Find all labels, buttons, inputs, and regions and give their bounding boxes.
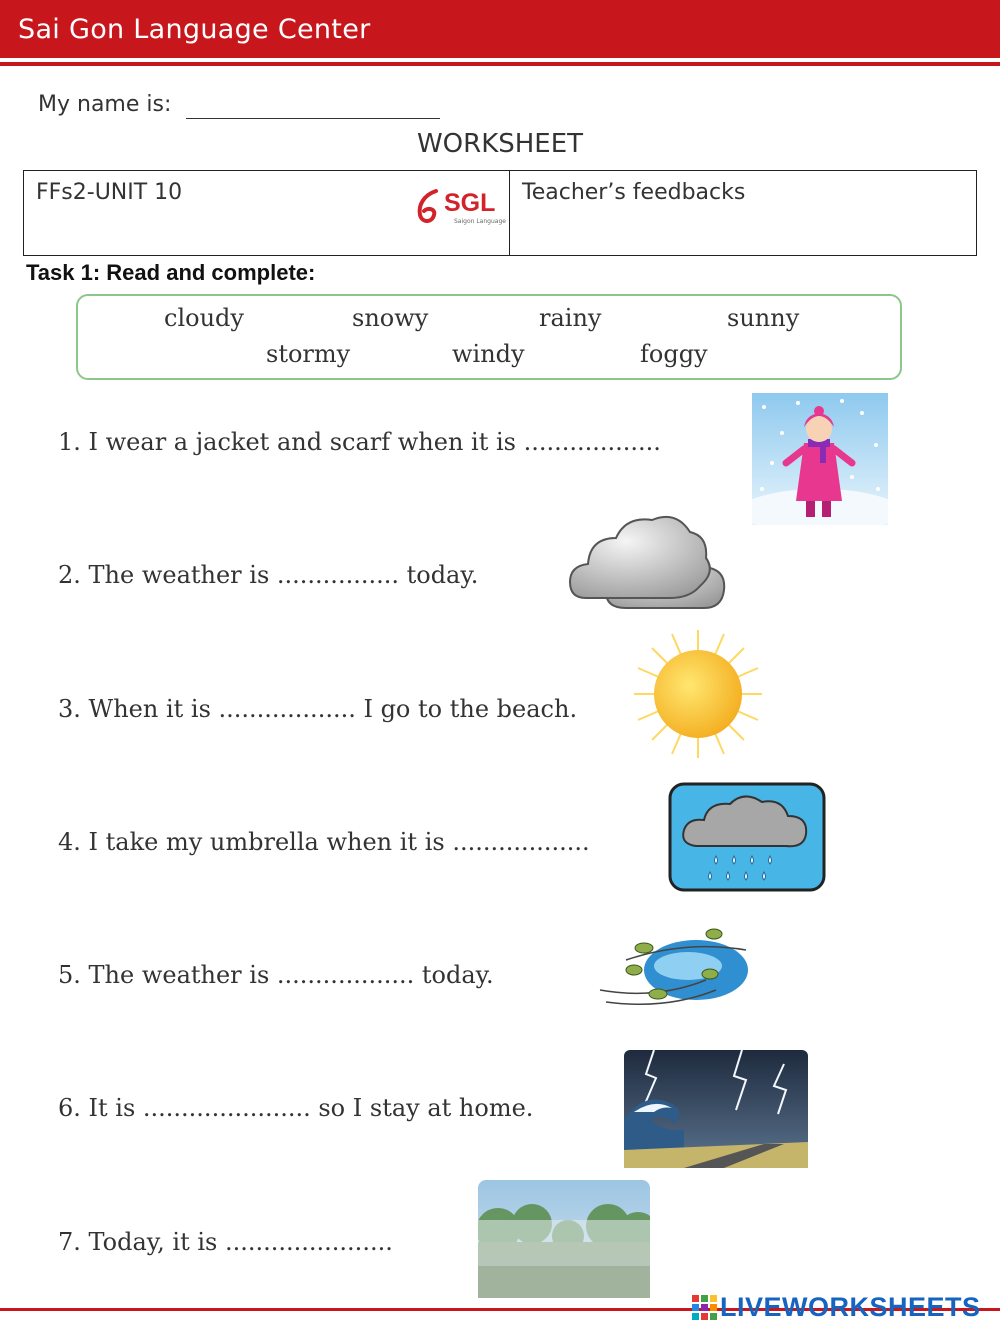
word-bank-item: stormy [266, 340, 351, 368]
question-1[interactable]: 1. I wear a jacket and scarf when it is .................. [58, 428, 661, 456]
word-bank-item: cloudy [164, 304, 244, 332]
feedback-label: Teacher’s feedbacks [522, 180, 746, 205]
name-field[interactable] [186, 118, 440, 119]
word-bank-item: sunny [727, 304, 800, 332]
question-4[interactable]: 4. I take my umbrella when it is .................. [58, 828, 590, 856]
word-bank-item: foggy [640, 340, 708, 368]
word-bank-item: rainy [539, 304, 602, 332]
liveworksheets-icon [692, 1295, 718, 1321]
liveworksheets-text: LIVEWORKSHEETS [720, 1292, 981, 1322]
unit-code: FFs2-UNIT 10 [36, 180, 183, 205]
question-5[interactable]: 5. The weather is .................. today. [58, 961, 494, 989]
logo-text: SGL [444, 189, 496, 217]
storm-picture [624, 1050, 808, 1168]
logo-subtext: Saigon Language [454, 218, 506, 225]
header-divider [0, 62, 1000, 66]
snowy-girl-picture [752, 393, 888, 525]
name-label: My name is: [38, 92, 172, 117]
task-title: Task 1: Read and complete: [26, 260, 316, 285]
rain-cloud-icon [666, 780, 828, 894]
fog-picture [478, 1180, 650, 1298]
question-6[interactable]: 6. It is ...................... so I stay at home. [58, 1094, 534, 1122]
table-divider [509, 171, 510, 255]
worksheet-title: WORKSHEET [416, 129, 584, 159]
center-name: Sai Gon Language Center [18, 14, 371, 45]
question-7[interactable]: 7. Today, it is ...................... [58, 1228, 393, 1256]
wind-icon [596, 920, 756, 1012]
header-bar [0, 0, 1000, 58]
sun-icon [632, 628, 764, 760]
question-3[interactable]: 3. When it is .................. I go to the beach. [58, 695, 578, 723]
info-table [23, 170, 977, 256]
word-bank-item: snowy [352, 304, 429, 332]
word-bank [76, 294, 902, 380]
cloud-icon [566, 502, 728, 614]
question-2[interactable]: 2. The weather is ................ today. [58, 561, 479, 589]
word-bank-item: windy [452, 340, 525, 368]
sgl-logo [414, 185, 509, 229]
